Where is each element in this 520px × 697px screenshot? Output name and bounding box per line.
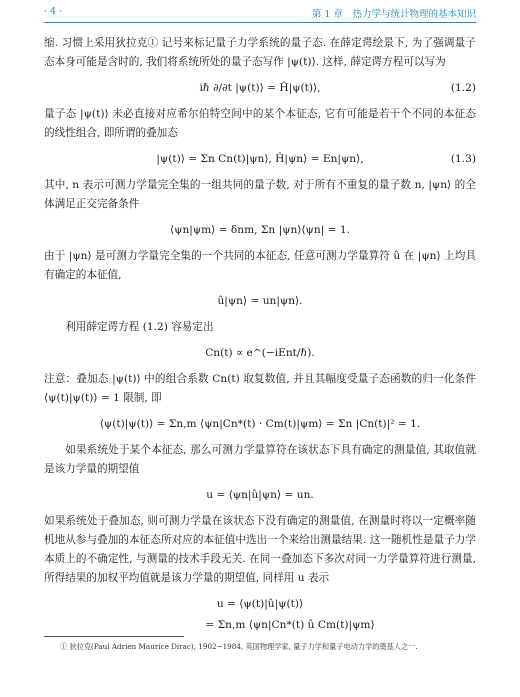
- equation-normalization: [44, 415, 476, 434]
- paragraph-5: 利用薛定谔方程 (1.2) 容易定出: [65, 321, 214, 333]
- equation-content: = Σn,m ⟨ψn|Cn*(t) û Cm(t)|ψm⟩: [205, 619, 375, 631]
- footnote: ① 狄拉克(Paul Adrien Maurice Dirac), 1902~1984, 英国物理学家, 量子力学和量子电动力学的奠基人之一.: [60, 642, 418, 651]
- equation-eigenvalue: [44, 292, 476, 311]
- equation-1-3: [44, 150, 476, 169]
- equation-tag: (1.3): [450, 153, 476, 165]
- equation-content: |ψ(t)⟩ = Σn Cn(t)|ψn⟩, Ĥ|ψn⟩ = En|ψn⟩,: [156, 153, 364, 165]
- page-number: · 4 ·: [44, 6, 63, 17]
- equation-content: ⟨ψn|ψm⟩ = δnm, Σn |ψn⟩⟨ψn| = 1.: [170, 224, 350, 236]
- chapter-title: 第 1 章 热力学与统计物理的基本知识: [311, 9, 476, 20]
- equation-content: iℏ ∂/∂t |ψ(t)⟩ = Ĥ|ψ(t)⟩,: [199, 82, 321, 94]
- paragraph-2: 量子态 |ψ(t)⟩ 未必直接对应希尔伯特空间中的某个本征态, 它有可能是若干个不同的本征态的线性组合, 即所谓的叠加态: [44, 108, 476, 139]
- equation-1-2: [44, 79, 476, 98]
- equation-content: ⟨ψ(t)|ψ(t)⟩ = Σn,m ⟨ψn|Cn*(t) · Cm(t)|ψm⟩ = Σn |Cn(t)|² = 1.: [99, 418, 421, 430]
- equation-content: û|ψn⟩ = un|ψn⟩.: [217, 295, 303, 307]
- equation-orthonormal: [44, 221, 476, 240]
- equation-expectation-superposition-line-2: [44, 616, 476, 635]
- paragraph-3: 其中, n 表示可测力学量完全集的一组共同的量子数, 对于所有不重复的量子数 n, |ψn⟩ 的全体满足正交完备条件: [44, 179, 476, 210]
- equation-content: u = ⟨ψn|û|ψn⟩ = un.: [206, 489, 314, 501]
- paragraph-8: 如果系统处于叠加态, 则可测力学量在该状态下没有确定的测量值, 在测量时将以一定概率随机地从参与叠加的本征态所对应的本征值中选出一个来给出测量结果. 这一随机性是量子力学本质上的不确定性, 与测量的技术手段无关. 在同一叠加态下多次对同一力学量算符进行测量, 所得结果的加权平均值就是该力学量的期望值, 同样用 u 表示: [44, 515, 476, 584]
- equation-content: Cn(t) ∝ e^(−iEnt/ℏ).: [205, 347, 315, 359]
- equation-tag: (1.2): [450, 82, 476, 94]
- running-header: [44, 6, 476, 20]
- equation-expectation-eigen: [44, 486, 476, 505]
- footnote-rule: [44, 636, 184, 637]
- main-text: [44, 34, 476, 642]
- equation-content: u = ⟨ψ(t)|û|ψ(t)⟩: [216, 598, 304, 610]
- paragraph-7: 如果系统处于某个本征态, 那么可测力学量算符在该状态下具有确定的测量值, 其取值就是该力学量的期望值: [44, 444, 476, 475]
- paragraph-4: 由于 |ψn⟩ 是可测力学量完全集的一个共同的本征态, 任意可测力学量算符 û 在 |ψn⟩ 上均具有确定的本征值,: [44, 250, 476, 281]
- equation-coefficient: [44, 344, 476, 363]
- equation-expectation-superposition-line-1: [44, 595, 476, 614]
- header-rule: [44, 22, 476, 23]
- paragraph-1: 缩. 习惯上采用狄拉克① 记号来标记量子力学系统的量子态. 在薛定谔绘景下, 为了强调量子态本身可能是含时的, 我们将系统所处的量子态写作 |ψ(t)⟩. 这样, 薛定谔方程可以写为: [44, 37, 476, 68]
- paragraph-6: 注意：叠加态 |ψ(t)⟩ 中的组合系数 Cn(t) 取复数值, 并且其幅度受量子态函数的归一化条件 ⟨ψ(t)|ψ(t)⟩ = 1 限制, 即: [44, 373, 476, 404]
